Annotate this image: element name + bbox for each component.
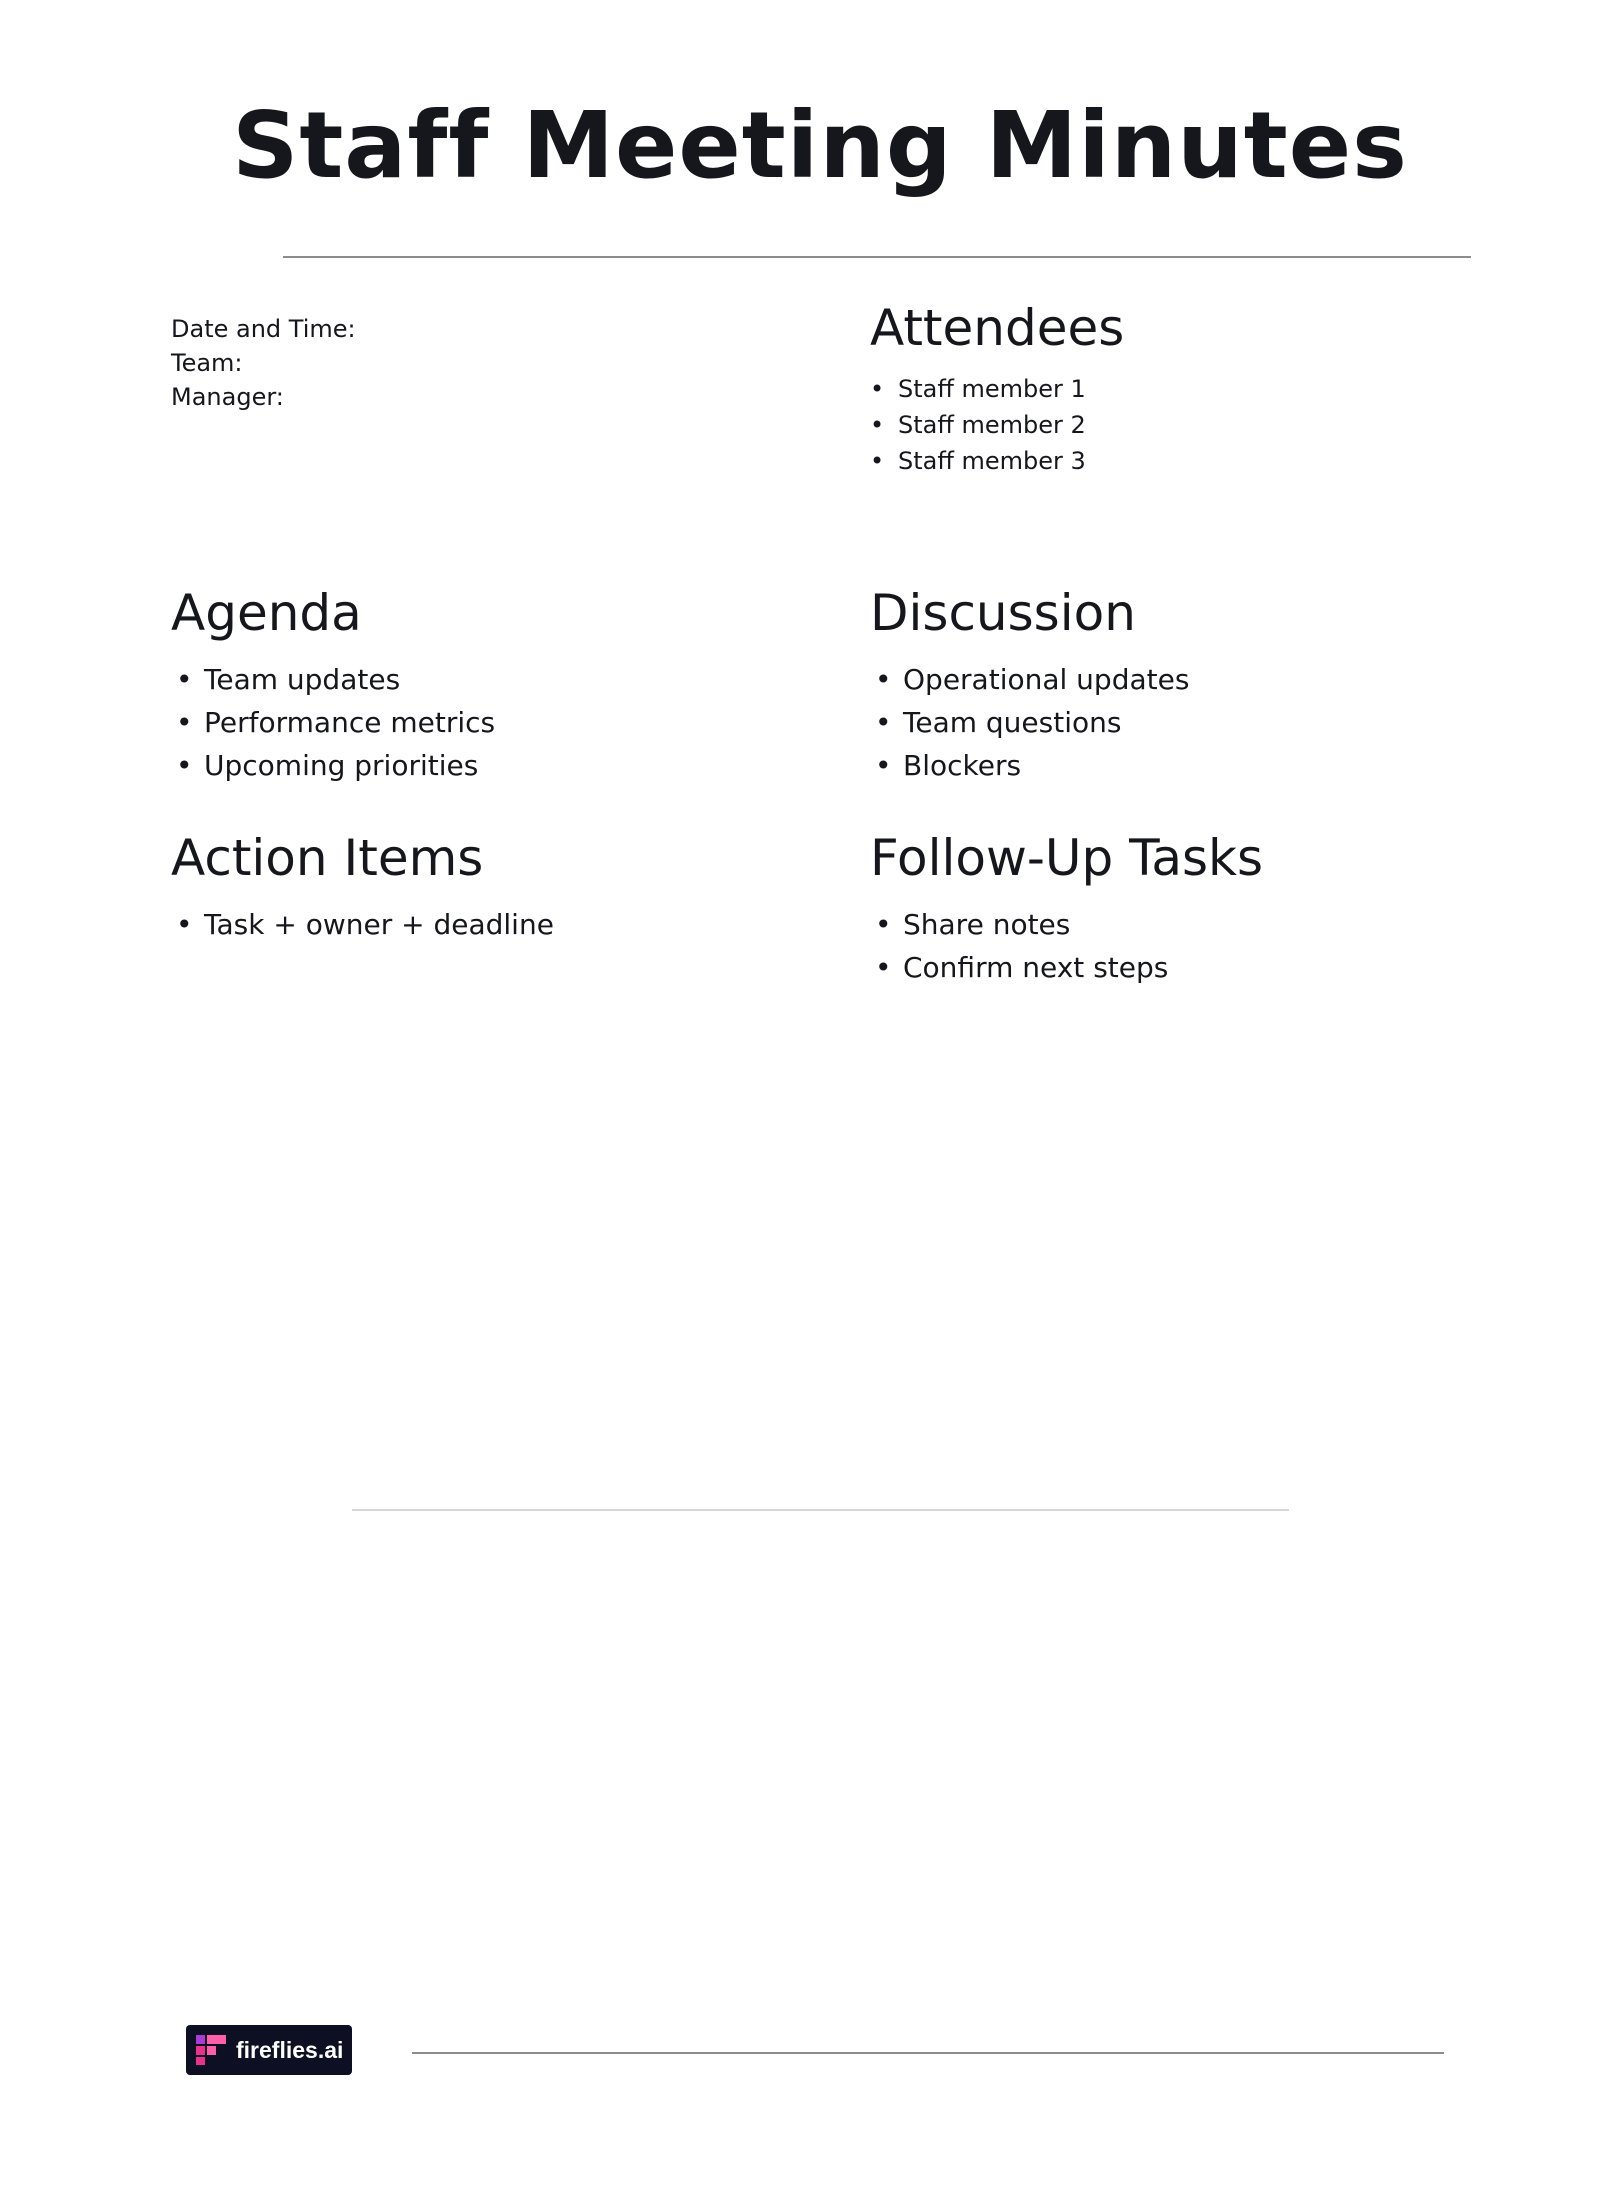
follow-up-list [870, 903, 1263, 989]
title-divider [283, 256, 1471, 258]
footer-divider [412, 2052, 1444, 2054]
follow-up-section [870, 829, 1264, 989]
list-item: • Upcoming priorities [171, 744, 495, 787]
manager-label: Manager: [171, 383, 284, 411]
attendees-heading: Attendees [870, 299, 1125, 357]
attendees-section [870, 299, 1125, 479]
attendees-list [870, 371, 1124, 479]
list-item: • Operational updates [870, 658, 1189, 701]
list-item: • Team questions [870, 701, 1189, 744]
discussion-section [870, 584, 1190, 787]
list-item: • Performance metrics [171, 701, 495, 744]
list-item: • Staff member 1 [870, 371, 1124, 407]
list-item: • Confirm next steps [870, 946, 1263, 989]
date-time-label: Date and Time: [171, 315, 356, 343]
page-title: Staff Meeting Minutes [232, 92, 1408, 199]
agenda-list [171, 658, 495, 787]
agenda-section [171, 584, 496, 787]
team-label: Team: [171, 349, 243, 377]
follow-up-heading: Follow-Up Tasks [870, 829, 1264, 887]
section-divider [352, 1509, 1289, 1511]
list-item: • Staff member 2 [870, 407, 1124, 443]
list-item: • Blockers [870, 744, 1189, 787]
list-item: • Task + owner + deadline [171, 903, 554, 946]
fireflies-logo [186, 2025, 352, 2075]
action-items-list [171, 903, 554, 946]
discussion-list [870, 658, 1189, 787]
action-items-section [171, 829, 554, 946]
logo-text: fireflies.ai [236, 2036, 344, 2063]
list-item: • Team updates [171, 658, 495, 701]
discussion-heading: Discussion [870, 584, 1136, 642]
agenda-heading: Agenda [171, 584, 362, 642]
list-item: • Share notes [870, 903, 1263, 946]
meeting-details [171, 312, 356, 414]
fireflies-logo-icon [196, 2035, 226, 2065]
action-items-heading: Action Items [171, 829, 484, 887]
list-item: • Staff member 3 [870, 443, 1124, 479]
